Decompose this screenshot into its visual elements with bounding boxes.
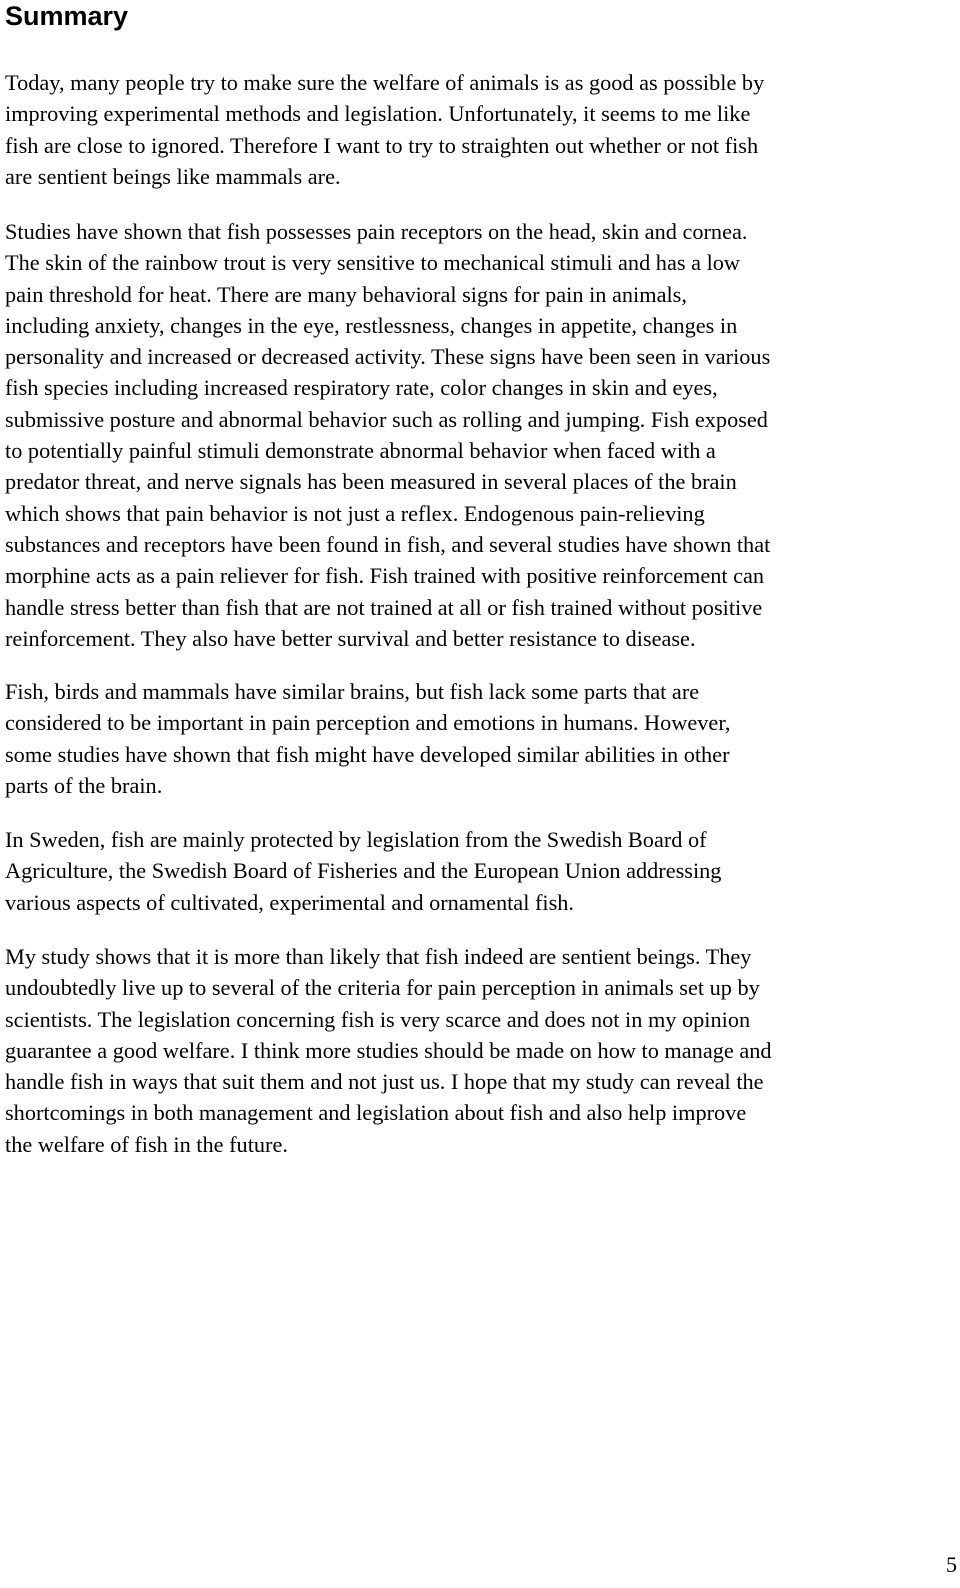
text-line: parts of the brain. (5, 772, 163, 798)
paragraph-pain-evidence (5, 216, 941, 654)
text-line: predator threat, and nerve signals has been measured in several places of the brain (5, 469, 737, 495)
text-line: Today, many people try to make sure the welfare of animals is as good as possible by (5, 70, 765, 95)
page-number: 5 (946, 1552, 957, 1577)
text-line: handle stress better than fish that are not trained at all or fish trained without positive (5, 594, 763, 620)
text-line: undoubtedly live up to several of the criteria for pain perception in animals set up by (5, 975, 760, 1001)
text-line: submissive posture and abnormal behavior such as rolling and jumping. Fish exposed (5, 406, 768, 432)
paragraph-legislation (5, 824, 941, 918)
text-line: fish are close to ignored. Therefore I want to try to straighten out whether or not fish (5, 132, 759, 158)
text-line: some studies have shown that fish might have developed similar abilities in other (5, 741, 730, 767)
text-line: reinforcement. They also have better survival and better resistance to disease. (5, 625, 696, 651)
text-line: My study shows that it is more than likely that fish indeed are sentient beings. They (5, 944, 752, 969)
text-line: are sentient beings like mammals are. (5, 163, 341, 189)
text-line: Agriculture, the Swedish Board of Fisheries and the European Union addressing (5, 858, 722, 884)
text-line: The skin of the rainbow trout is very sensitive to mechanical stimuli and has a low (5, 250, 741, 276)
text-line: to potentially painful stimuli demonstrate abnormal behavior when faced with a (5, 438, 716, 464)
text-line: which shows that pain behavior is not just a reflex. Endogenous pain-relieving (5, 500, 705, 526)
text-line: scientists. The legislation concerning fish is very scarce and does not in my opinion (5, 1006, 751, 1032)
text-line: guarantee a good welfare. I think more studies should be made on how to manage and (5, 1037, 772, 1063)
paragraph-conclusion (5, 941, 941, 1160)
text-line: the welfare of fish in the future. (5, 1131, 288, 1157)
text-line: improving experimental methods and legislation. Unfortunately, it seems to me like (5, 101, 751, 127)
paragraph-brain-comparison (5, 676, 941, 801)
text-line: substances and receptors have been found in fish, and several studies have shown that (5, 531, 771, 557)
text-line: considered to be important in pain perception and emotions in humans. However, (5, 710, 731, 736)
text-line: pain threshold for heat. There are many behavioral signs for pain in animals, (5, 281, 687, 307)
text-line: fish species including increased respiratory rate, color changes in skin and eyes, (5, 375, 718, 401)
paragraph-introduction (5, 67, 941, 192)
text-line: including anxiety, changes in the eye, restlessness, changes in appetite, changes in (5, 312, 738, 338)
page-title: Summary (5, 1, 129, 31)
text-line: morphine acts as a pain reliever for fish. Fish trained with positive reinforcement can (5, 563, 765, 589)
text-line: personality and increased or decreased activity. These signs have been seen in various (5, 344, 771, 370)
text-line: various aspects of cultivated, experimental and ornamental fish. (5, 889, 574, 915)
text-line: handle fish in ways that suit them and not just us. I hope that my study can reveal the (5, 1069, 764, 1095)
text-line: shortcomings in both management and legislation about fish and also help improve (5, 1100, 747, 1126)
text-line: Studies have shown that fish possesses pain receptors on the head, skin and cornea. (5, 219, 748, 244)
text-line: In Sweden, fish are mainly protected by legislation from the Swedish Board of (5, 827, 707, 852)
text-line: Fish, birds and mammals have similar brains, but fish lack some parts that are (5, 679, 700, 704)
